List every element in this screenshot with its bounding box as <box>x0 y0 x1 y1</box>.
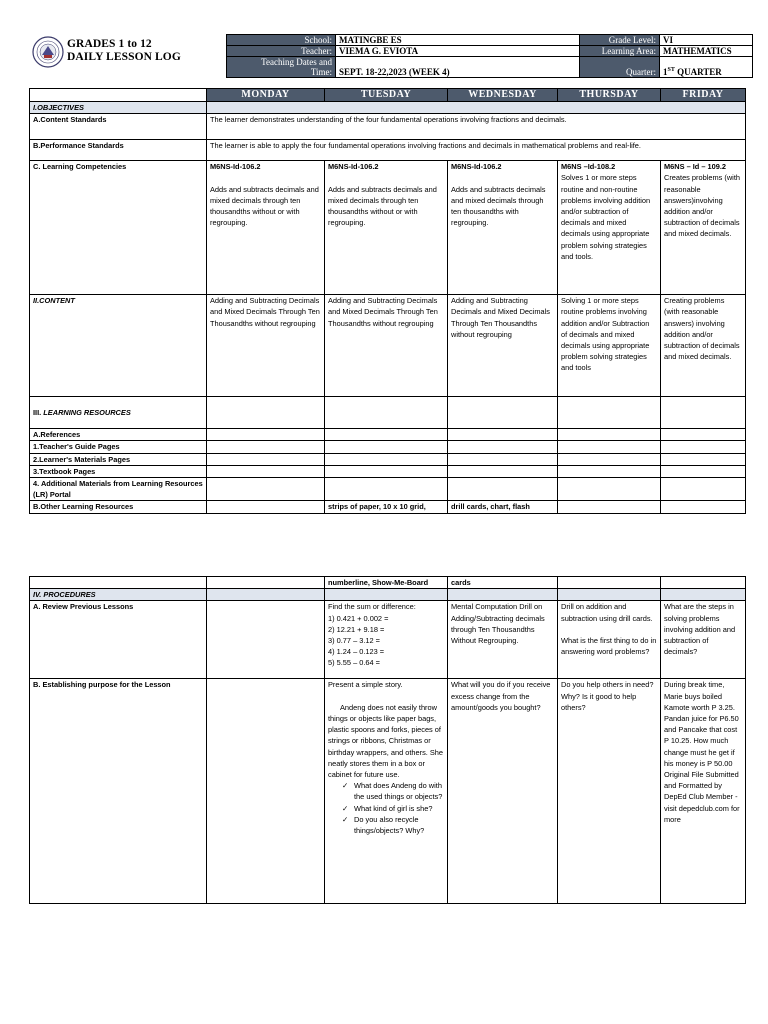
performance-standards-label: B.Performance Standards <box>30 140 207 161</box>
content-standards-label: A.Content Standards <box>30 114 207 140</box>
question-list <box>328 780 444 836</box>
competency-monday <box>207 161 325 295</box>
competency-code: M6NS-Id-106.2 <box>451 162 502 172</box>
grade-level-value: VI <box>660 35 753 46</box>
review-wednesday: Mental Computation Drill on Adding/Subtracting decimals through Ten Thousandths Without Regrouping. <box>448 601 558 679</box>
header-title-line2: DAILY LESSON LOG <box>67 51 181 63</box>
story-text: Andeng does not easily throw things or objects like paper bags, plastic spoons and forks, pieces of strings or ribbons, Christmas or birthday wrappers, and others. She neatly stores them in a box or cabinet for future use. <box>328 702 444 780</box>
review-thursday-drill: Drill on addition and subtraction using drill cards. <box>561 602 653 623</box>
objectives-section: I.OBJECTIVES <box>30 102 207 114</box>
review-item: 1) 0.421 + 0.002 = <box>328 613 389 623</box>
question-item <box>342 780 444 802</box>
day-monday: MONDAY <box>207 89 325 102</box>
competency-code: M6NS – Id – 109.2 <box>664 162 727 172</box>
grade-level-label: Grade Level: <box>580 35 660 46</box>
question-text: What does Andeng do with the used things or objects? <box>354 781 443 802</box>
school-label: School: <box>227 35 336 46</box>
competency-text: Solves 1 or more steps routine and non-routine problems involving addition and/or subtraction of decimals and mixed decimals using appropriate problem solving strategies and tools. <box>561 173 651 261</box>
competency-friday <box>661 161 746 295</box>
review-intro: Find the sum or difference: <box>328 602 416 612</box>
quarter-word: QUARTER <box>677 67 722 77</box>
quarter-label: Quarter: <box>580 57 660 78</box>
purpose-story <box>328 702 444 780</box>
day-tuesday: TUESDAY <box>325 89 448 102</box>
check-icon: ✓ <box>342 803 349 813</box>
other-resources-tuesday: strips of paper, 10 x 10 grid, <box>325 501 448 513</box>
question-item <box>342 803 444 814</box>
competency-code: M6NS-Id-106.2 <box>328 162 379 172</box>
learning-resources-label <box>30 397 207 429</box>
review-thursday-question: What is the first thing to do in answering word problems? <box>561 636 657 657</box>
content-section-label: II.CONTENT <box>30 295 207 397</box>
competency-code: M6NS –Id-108.2 <box>561 162 616 172</box>
review-item: 3) 0.77 – 3.12 = <box>328 636 380 646</box>
day-wednesday: WEDNESDAY <box>448 89 558 102</box>
content-standards-text: The learner demonstrates understanding of the four fundamental operations involving fractions and decimals. <box>207 114 746 140</box>
check-icon: ✓ <box>342 781 349 791</box>
teaching-dates-label <box>227 57 336 78</box>
content-tuesday: Adding and Subtracting Decimals and Mixed Decimals Through Ten Thousandths without regrouping <box>325 295 448 397</box>
learning-resources-num: III. <box>33 408 44 418</box>
learning-area-value: MATHEMATICS <box>660 46 753 57</box>
review-item: 4) 1.24 – 0.123 = <box>328 647 385 657</box>
blank-header-cell <box>30 89 207 102</box>
content-thursday: Solving 1 or more steps routine problems involving addition and/or Subtraction of decimals and mixed decimals using appropriate problem solving strategies and tools <box>558 295 661 397</box>
competency-text: Creates problems (with reasonable answers)involving addition and/or subtraction of decimals and mixed decimals. <box>664 173 740 239</box>
purpose-wednesday: What will you do if you receive excess change from the amount/goods you bought? <box>448 679 558 904</box>
learning-resources-text: LEARNING RESOURCES <box>43 408 131 418</box>
review-thursday <box>558 601 661 679</box>
review-item: 2) 12.21 + 9.18 = <box>328 624 385 634</box>
learning-area-label: Learning Area: <box>580 46 660 57</box>
review-friday: What are the steps in solving problems involving addition and subtraction of decimals? <box>661 601 746 679</box>
other-resources-tuesday-cont: numberline, Show-Me-Board <box>325 577 448 589</box>
lesson-log-table-continued <box>29 576 746 904</box>
purpose-tuesday <box>325 679 448 904</box>
competency-text: Adds and subtracts decimals and mixed decimals through ten thousandths without or with regrouping. <box>328 184 437 228</box>
teacher-label: Teacher: <box>227 46 336 57</box>
procedures-section: IV. PROCEDURES <box>30 589 207 601</box>
competency-text: Adds and subtracts decimals and mixed decimals through ten thousandths with regrouping. <box>451 184 546 228</box>
learners-materials-label: 2.Learner's Materials Pages <box>30 453 207 465</box>
review-tuesday <box>325 601 448 679</box>
purpose-friday <box>661 679 746 904</box>
day-friday: FRIDAY <box>661 89 746 102</box>
header-title-line1: GRADES 1 to 12 <box>67 38 152 50</box>
header-info-table <box>226 34 753 78</box>
content-friday: Creating problems (with reasonable answers) involving addition and/or subtraction of decimals and mixed decimals. <box>661 295 746 397</box>
quarter-number: 1 <box>663 67 668 77</box>
teaching-dates-value: SEPT. 18-22,2023 (WEEK 4) <box>336 57 580 78</box>
quarter-suffix: ST <box>667 67 675 73</box>
teachers-guide-label: 1.Teacher's Guide Pages <box>30 441 207 453</box>
review-item: 5) 5.55 – 0.64 = <box>328 658 380 668</box>
lesson-log-table <box>29 88 746 514</box>
teaching-dates-label-line2: Time: <box>310 67 332 77</box>
other-resources-label: B.Other Learning Resources <box>30 501 207 513</box>
day-thursday: THURSDAY <box>558 89 661 102</box>
question-text: What kind of girl is she? <box>354 803 433 813</box>
review-lessons-label: A. Review Previous Lessons <box>30 601 207 679</box>
other-resources-wednesday: drill cards, chart, flash <box>448 501 558 513</box>
question-text: Do you also recycle things/objects? Why? <box>354 814 425 836</box>
content-monday: Adding and Subtracting Decimals and Mixed Decimals Through Ten Thousandths without regrouping <box>207 295 325 397</box>
content-wednesday: Adding and Subtracting Decimals and Mixed Decimals Through Ten Thousandths without regrouping <box>448 295 558 397</box>
textbook-pages-label: 3.Textbook Pages <box>30 465 207 477</box>
quarter-value <box>660 57 753 78</box>
deped-seal-logo <box>32 36 64 68</box>
depedclub-credit: Original File Submitted and Formatted by DepEd Club Member - visit depedclub.com for more <box>664 770 740 824</box>
competency-text: Adds and subtracts decimals and mixed decimals through ten thousandths without or with regrouping. <box>210 184 319 228</box>
teacher-value: VIEMA G. EVIOTA <box>336 46 580 57</box>
purpose-intro: Present a simple story. <box>328 680 403 690</box>
other-resources-wednesday-cont: cards <box>448 577 558 589</box>
additional-materials-label: 4. Additional Materials from Learning Resources (LR) Portal <box>30 478 207 501</box>
teaching-dates-label-line1: Teaching Dates and <box>261 57 332 67</box>
competency-wednesday <box>448 161 558 295</box>
purpose-thursday: Do you help others in need? Why? Is it good to help others? <box>558 679 661 904</box>
competency-code: M6NS-Id-106.2 <box>210 162 261 172</box>
learning-competencies-label: C. Learning Competencies <box>30 161 207 295</box>
competency-thursday <box>558 161 661 295</box>
question-item <box>342 814 444 836</box>
school-value: MATINGBE ES <box>336 35 580 46</box>
competency-tuesday <box>325 161 448 295</box>
purpose-friday-problem: During break time, Marie buys boiled Kamote worth P 3.25. Pandan juice for P6.50 and Pancake that cost P 10.25. How much change must he get if his money is P 50.00 <box>664 680 739 768</box>
performance-standards-text: The learner is able to apply the four fundamental operations involving fractions and decimals in mathematical problems and real-life. <box>207 140 746 161</box>
purpose-lesson-label: B. Establishing purpose for the Lesson <box>30 679 207 904</box>
check-icon: ✓ <box>342 814 349 824</box>
references-label: A.References <box>30 429 207 441</box>
